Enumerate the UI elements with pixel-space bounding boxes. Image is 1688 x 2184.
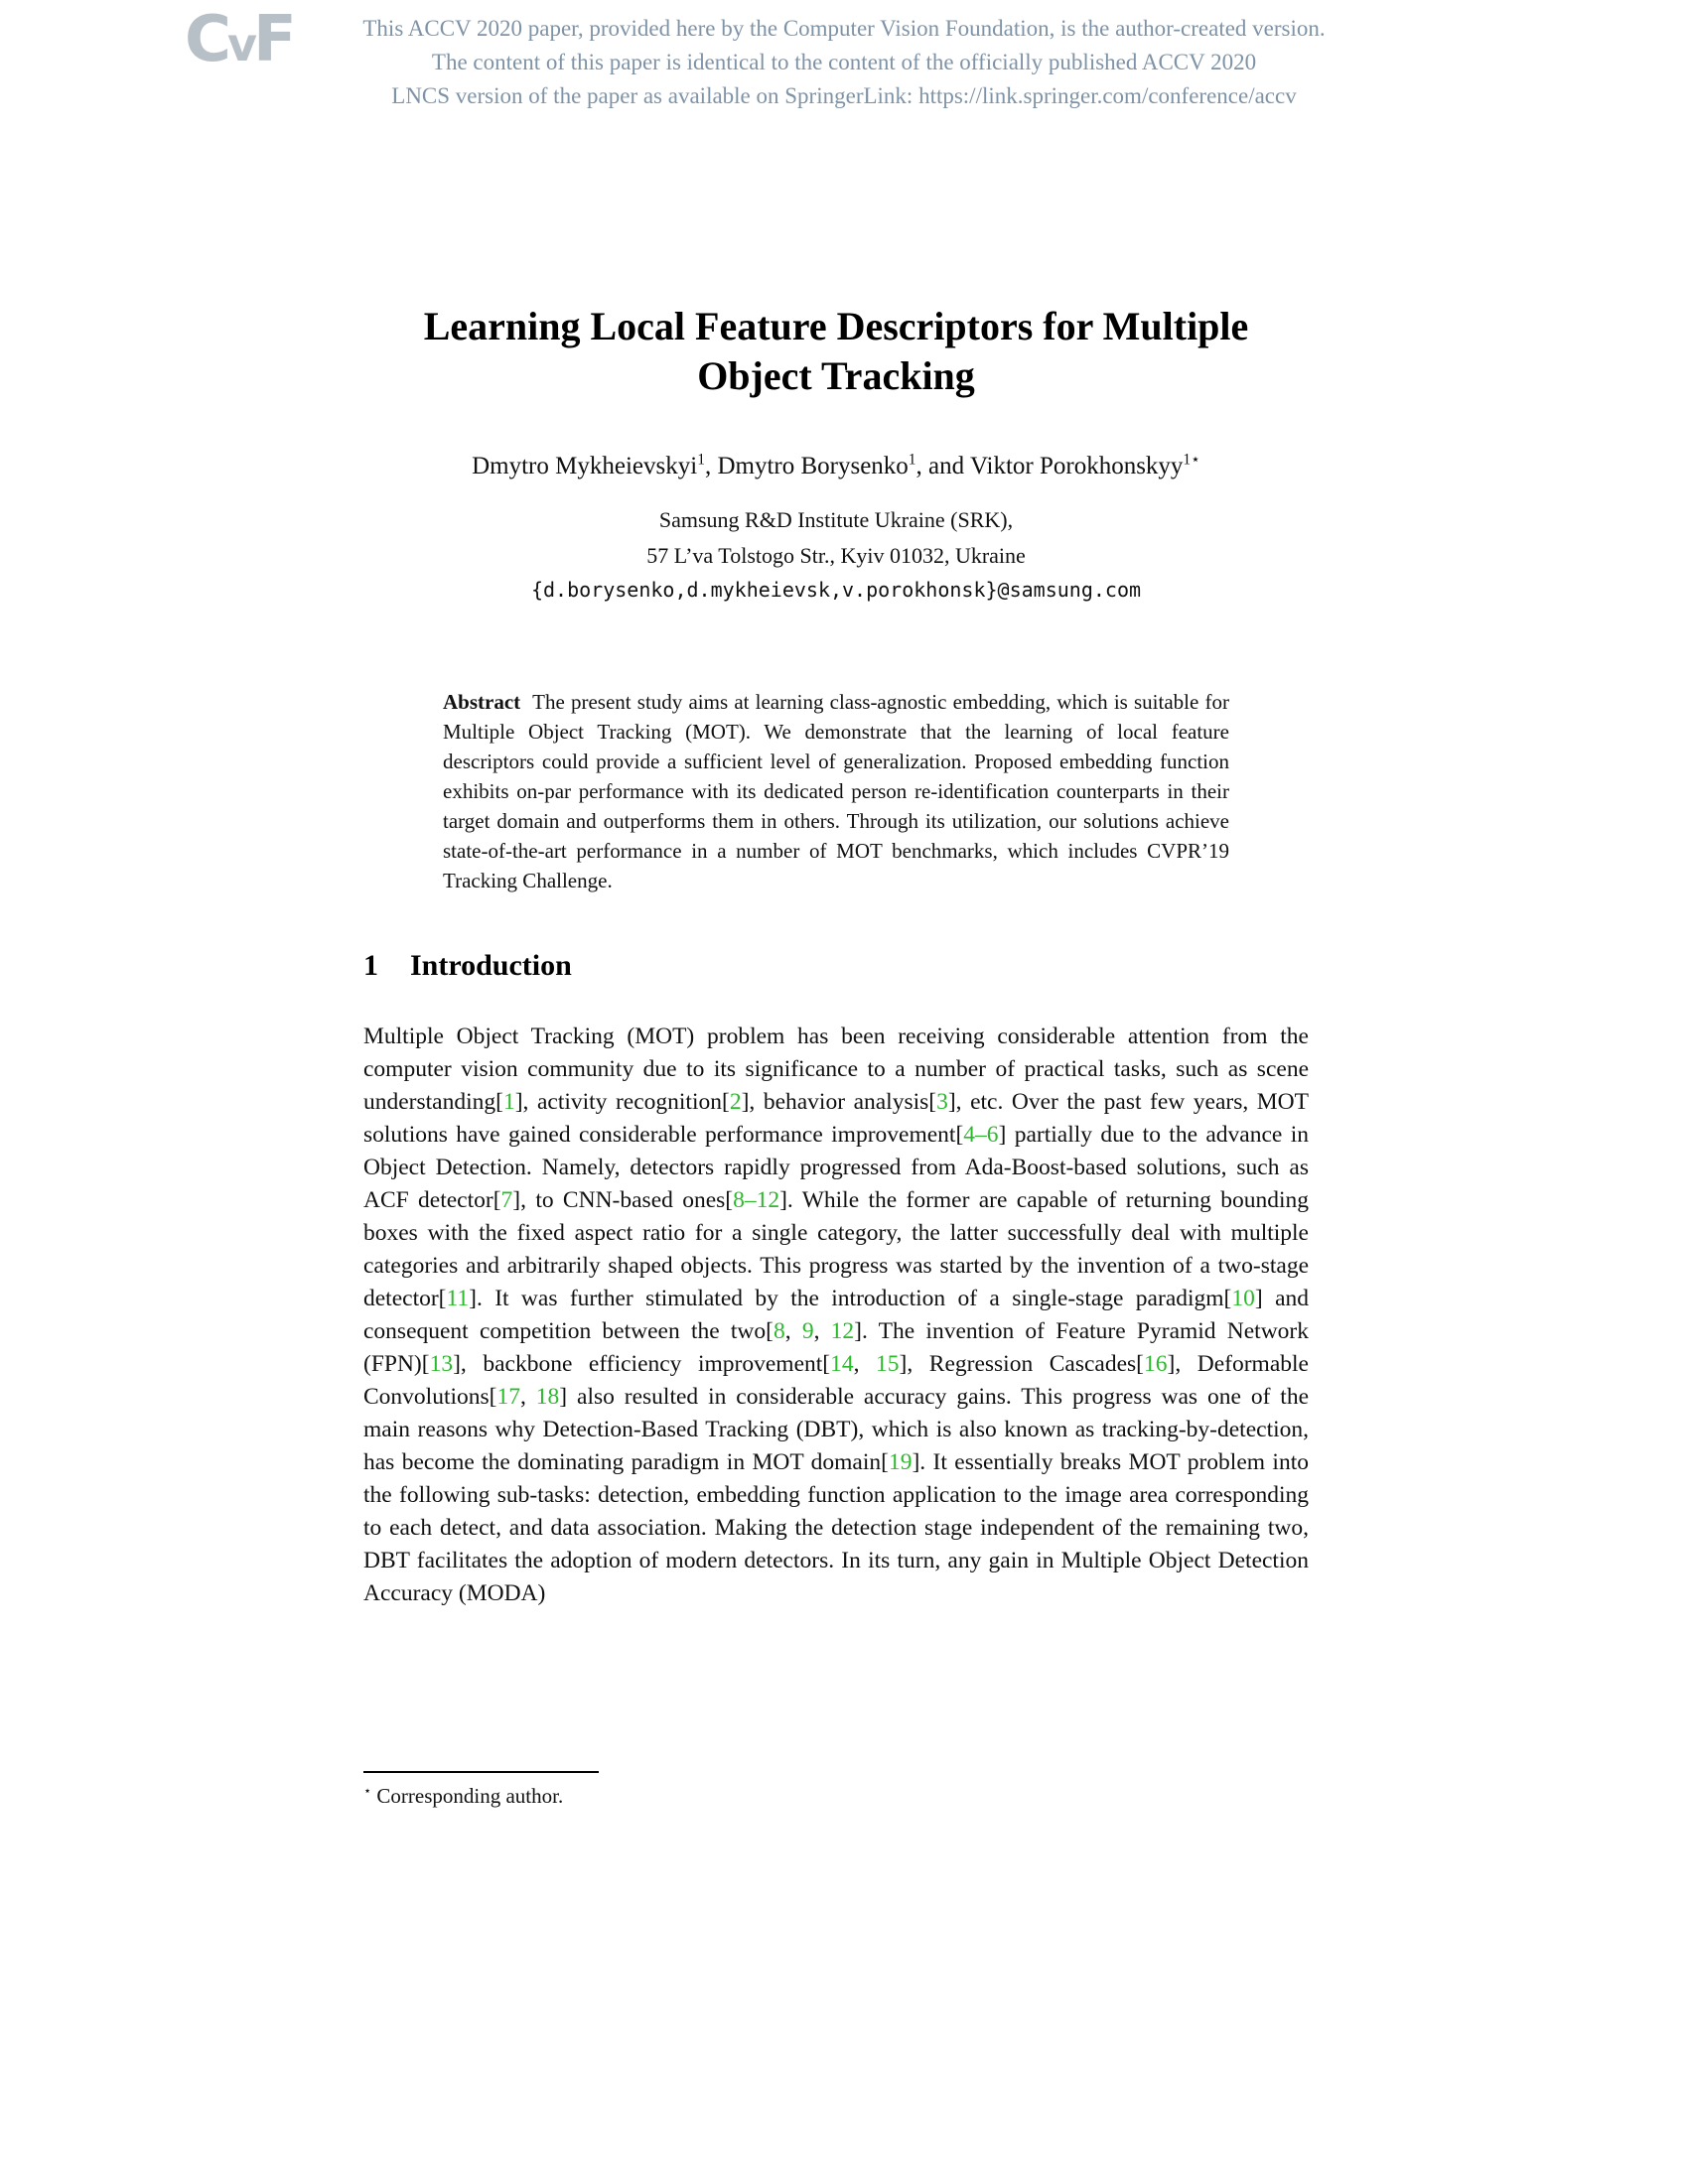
citation-link[interactable]: 1	[502, 1089, 515, 1115]
cvf-logo	[185, 0, 293, 95]
footnote-text	[363, 1782, 1309, 1810]
affiliation-superscript: 1	[697, 451, 705, 469]
citation-link[interactable]: 11	[446, 1286, 470, 1311]
section-number: 1	[363, 949, 378, 982]
citation-link[interactable]: 2	[729, 1089, 742, 1115]
paper-title: Learning Local Feature Descriptors for Multiple Object Tracking	[423, 304, 1249, 398]
citation-link[interactable]: 17	[496, 1384, 520, 1410]
citation-link[interactable]: 8–12	[733, 1187, 780, 1213]
citation-link[interactable]: 4–6	[963, 1122, 999, 1148]
citation-link[interactable]: 15	[876, 1351, 900, 1377]
citation-link[interactable]: 13	[429, 1351, 454, 1377]
affiliation-line-1: Samsung R&D Institute Ukraine (SRK),	[658, 507, 1014, 532]
footnote-rule	[363, 1771, 599, 1773]
citation-link[interactable]: 7	[500, 1187, 513, 1213]
paper-content	[363, 302, 1309, 1610]
citation-link[interactable]: 14	[830, 1351, 854, 1377]
cvf-logo-letter-v: v	[226, 18, 253, 71]
footnote	[363, 1771, 1309, 1810]
footnote-label: Corresponding author.	[376, 1784, 564, 1808]
affiliation	[363, 502, 1309, 574]
section-title: Introduction	[410, 949, 572, 982]
abstract	[443, 687, 1229, 895]
citation-link[interactable]: 18	[535, 1384, 560, 1410]
abstract-text: The present study aims at learning class-agnostic embedding, which is suitable for Multiple Object Tracking (MOT). We demonstrate that the learning of local feature descriptors could provide a sufficient level of generalization. Proposed embedding function exhibits on-par performance with its dedicated person re-identification counterparts in their target domain and outperforms them in others. Through its utilization, our solutions achieve state-of-the-art performance in a number of MOT benchmarks, which includes CVPR’19 Tracking Challenge.	[443, 690, 1229, 892]
cvf-logo-letter-c: C	[185, 3, 227, 76]
intro-paragraph: Multiple Object Tracking (MOT) problem has been receiving considerable attention from the computer vision community due to its significance to a number of practical tasks, such as scene understanding[1], activity recognition[2], behavior analysis[3], etc. Over the past few years, MOT solutions have gained considerable performance improvement[4–6] partially due to the advance in Object Detection. Namely, detectors rapidly progressed from Ada-Boost-based solutions, such as ACF detector[7], to CNN-based ones[8–12]. While the former are capable of returning bounding boxes with the fixed aspect ratio for a single category, the latter successfully deal with multiple categories and arbitrarily shaped objects. This progress was started by the invention of a two-stage detector[11]. It was further stimulated by the introduction of a single-stage paradigm[10] and consequent competition between the two[8, 9, 12]. The invention of Feature Pyramid Network (FPN)[13], backbone efficiency improvement[14, 15], Regression Cascades[16], Deformable Convolutions[17, 18] also resulted in considerable accuracy gains. This progress was one of the main reasons why Detection-Based Tracking (DBT), which is also known as tracking-by-detection, has become the dominating paradigm in MOT domain[19]. It essentially breaks MOT problem into the following sub-tasks: detection, embedding function application to the image area corresponding to each detect, and data association. Making the detection stage independent of the remaining two, DBT facilitates the adoption of modern detectors. In its turn, any gain in Multiple Object Detection Accuracy (MODA)	[363, 1024, 1310, 1606]
header-line-3-text: LNCS version of the paper as available on SpringerLink:	[391, 83, 919, 108]
citation-link[interactable]: 12	[830, 1318, 855, 1344]
citation-link[interactable]: 19	[888, 1449, 913, 1475]
section-1-heading	[363, 949, 1309, 983]
authors-line: Dmytro Mykheievskyi$^1$, Dmytro Borysenko$^1$, and Viktor Porokhonskyy$^{1⋆}$	[472, 451, 1200, 479]
affiliation-superscript: 1	[908, 451, 916, 469]
citation-link[interactable]: 8	[773, 1318, 785, 1344]
header-line-2: The content of this paper is identical to the content of the officially published ACCV 2020	[431, 50, 1257, 74]
affiliation-superscript: 1⋆	[1183, 451, 1200, 469]
abstract-label: Abstract	[443, 690, 521, 714]
cvf-logo-letter-f: F	[252, 3, 293, 76]
citation-link[interactable]: 10	[1231, 1286, 1255, 1311]
affiliation-line-2: 57 L’va Tolstogo Str., Kyiv 01032, Ukraine	[646, 543, 1026, 568]
header-line-1: This ACCV 2020 paper, provided here by the Computer Vision Foundation, is the author-created version.	[362, 16, 1326, 41]
author-emails: {d.borysenko,d.mykheievsk,v.porokhonsk}@samsung.com	[530, 578, 1142, 602]
footnote-symbol: ⋆	[363, 1783, 372, 1798]
springer-link[interactable]: https://link.springer.com/conference/accv	[918, 83, 1297, 108]
citation-link[interactable]: 9	[801, 1318, 814, 1344]
citation-link[interactable]: 3	[936, 1089, 948, 1115]
citation-link[interactable]: 16	[1144, 1351, 1168, 1377]
